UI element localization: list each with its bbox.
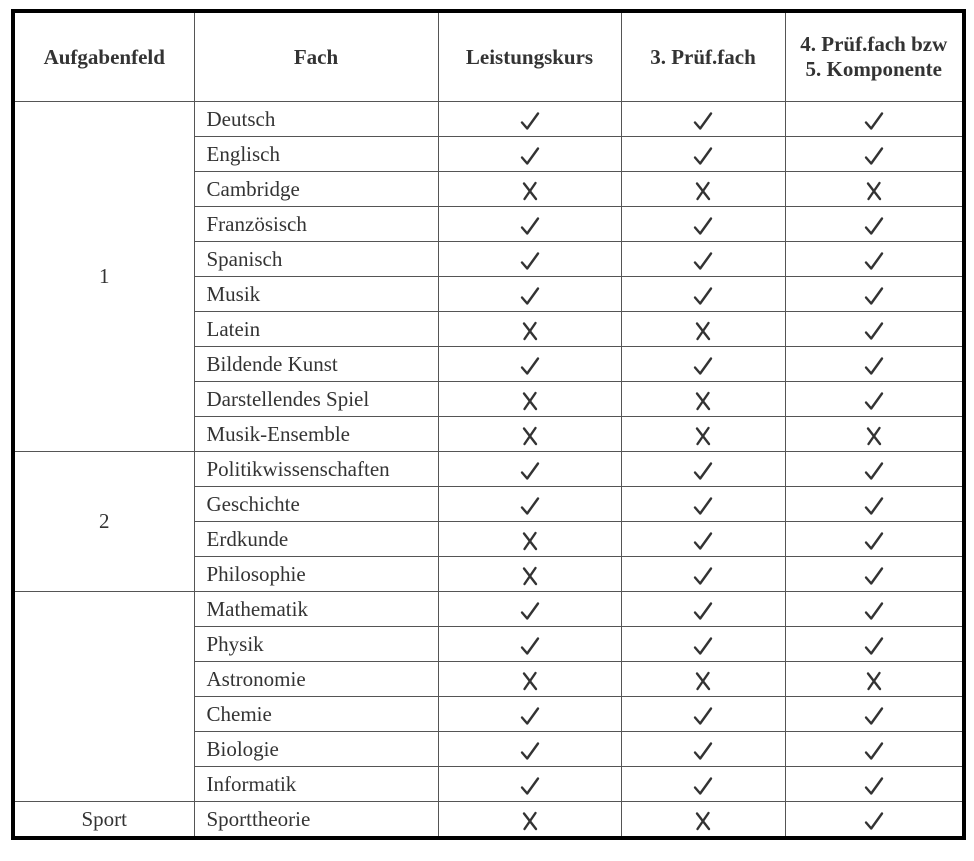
pruef3-cell — [621, 102, 785, 137]
leistungskurs-cell — [438, 312, 621, 347]
header-aufgabenfeld: Aufgabenfeld — [13, 11, 194, 102]
leistungskurs-cell — [438, 487, 621, 522]
fach-cell: Philosophie — [194, 557, 438, 592]
pruef3-cell — [621, 662, 785, 697]
pruef4-cell — [785, 277, 964, 312]
pruef4-cell — [785, 627, 964, 662]
check-icon — [863, 600, 885, 622]
check-icon — [863, 390, 885, 412]
pruef3-cell — [621, 452, 785, 487]
header-pruef3: 3. Prüf.fach — [621, 11, 785, 102]
check-icon — [863, 145, 885, 167]
check-icon — [863, 495, 885, 517]
check-icon — [692, 775, 714, 797]
header-leistungskurs: Leistungskurs — [438, 11, 621, 102]
pruef4-cell — [785, 312, 964, 347]
check-icon — [692, 740, 714, 762]
group-2 — [13, 452, 964, 592]
leistungskurs-cell — [438, 172, 621, 207]
cross-icon — [519, 530, 541, 552]
leistungskurs-cell — [438, 102, 621, 137]
group-1 — [13, 102, 964, 452]
pruef4-cell — [785, 802, 964, 839]
check-icon — [692, 355, 714, 377]
cross-icon — [863, 180, 885, 202]
check-icon — [692, 565, 714, 587]
pruef3-cell — [621, 382, 785, 417]
check-icon — [692, 145, 714, 167]
check-icon — [692, 495, 714, 517]
aufgabenfeld-cell: Sport — [13, 802, 194, 839]
fach-cell: Astronomie — [194, 662, 438, 697]
fach-cell: Musik-Ensemble — [194, 417, 438, 452]
pruef4-cell — [785, 522, 964, 557]
cross-icon — [692, 670, 714, 692]
check-icon — [863, 110, 885, 132]
pruef4-cell — [785, 382, 964, 417]
cross-icon — [519, 670, 541, 692]
check-icon — [692, 460, 714, 482]
check-icon — [863, 635, 885, 657]
cross-icon — [863, 670, 885, 692]
leistungskurs-cell — [438, 242, 621, 277]
check-icon — [692, 285, 714, 307]
cross-icon — [519, 390, 541, 412]
check-icon — [692, 215, 714, 237]
check-icon — [519, 740, 541, 762]
table-row — [13, 592, 964, 627]
check-icon — [519, 215, 541, 237]
pruef4-cell — [785, 137, 964, 172]
group-4 — [13, 802, 964, 839]
pruef4-cell — [785, 242, 964, 277]
cross-icon — [519, 425, 541, 447]
check-icon — [519, 110, 541, 132]
check-icon — [692, 530, 714, 552]
check-icon — [519, 705, 541, 727]
fach-cell: Spanisch — [194, 242, 438, 277]
fach-cell: Mathematik — [194, 592, 438, 627]
check-icon — [519, 775, 541, 797]
check-icon — [692, 110, 714, 132]
check-icon — [519, 495, 541, 517]
check-icon — [863, 215, 885, 237]
header-row — [13, 11, 964, 102]
header-pruef4: 4. Prüf.fach bzw 5. Komponente — [785, 11, 964, 102]
table-row — [13, 802, 964, 839]
cross-icon — [692, 180, 714, 202]
pruef3-cell — [621, 732, 785, 767]
fach-cell: Erdkunde — [194, 522, 438, 557]
fach-cell: Politikwissenschaften — [194, 452, 438, 487]
leistungskurs-cell — [438, 137, 621, 172]
fach-cell: Physik — [194, 627, 438, 662]
check-icon — [863, 250, 885, 272]
check-icon — [863, 355, 885, 377]
check-icon — [863, 285, 885, 307]
leistungskurs-cell — [438, 347, 621, 382]
aufgabenfeld-cell: 2 — [13, 452, 194, 592]
cross-icon — [692, 390, 714, 412]
check-icon — [863, 460, 885, 482]
cross-icon — [519, 565, 541, 587]
fach-cell: Französisch — [194, 207, 438, 242]
aufgabenfeld-cell: 1 — [13, 102, 194, 452]
subject-table — [11, 9, 966, 840]
cross-icon — [519, 320, 541, 342]
table-header — [13, 11, 964, 102]
pruef4-cell — [785, 557, 964, 592]
check-icon — [863, 320, 885, 342]
fach-cell: Englisch — [194, 137, 438, 172]
cross-icon — [692, 425, 714, 447]
pruef3-cell — [621, 557, 785, 592]
check-icon — [863, 775, 885, 797]
check-icon — [692, 600, 714, 622]
pruef4-cell — [785, 767, 964, 802]
check-icon — [519, 250, 541, 272]
aufgabenfeld-cell — [13, 592, 194, 802]
fach-cell: Darstellendes Spiel — [194, 382, 438, 417]
check-icon — [519, 635, 541, 657]
fach-cell: Deutsch — [194, 102, 438, 137]
pruef4-cell — [785, 487, 964, 522]
leistungskurs-cell — [438, 207, 621, 242]
cross-icon — [692, 810, 714, 832]
pruef3-cell — [621, 522, 785, 557]
fach-cell: Sporttheorie — [194, 802, 438, 839]
fach-cell: Informatik — [194, 767, 438, 802]
check-icon — [519, 355, 541, 377]
fach-cell: Latein — [194, 312, 438, 347]
fach-cell: Bildende Kunst — [194, 347, 438, 382]
leistungskurs-cell — [438, 522, 621, 557]
leistungskurs-cell — [438, 277, 621, 312]
cross-icon — [863, 425, 885, 447]
check-icon — [692, 250, 714, 272]
header-fach: Fach — [194, 11, 438, 102]
pruef4-cell — [785, 662, 964, 697]
pruef3-cell — [621, 137, 785, 172]
cross-icon — [692, 320, 714, 342]
pruef3-cell — [621, 627, 785, 662]
pruef3-cell — [621, 277, 785, 312]
check-icon — [863, 530, 885, 552]
check-icon — [863, 740, 885, 762]
check-icon — [692, 635, 714, 657]
check-icon — [519, 145, 541, 167]
pruef3-cell — [621, 242, 785, 277]
leistungskurs-cell — [438, 802, 621, 839]
pruef4-cell — [785, 697, 964, 732]
pruef3-cell — [621, 347, 785, 382]
fach-cell: Biologie — [194, 732, 438, 767]
pruef4-cell — [785, 347, 964, 382]
leistungskurs-cell — [438, 732, 621, 767]
check-icon — [519, 600, 541, 622]
leistungskurs-cell — [438, 662, 621, 697]
table-row — [13, 452, 964, 487]
leistungskurs-cell — [438, 557, 621, 592]
pruef3-cell — [621, 417, 785, 452]
check-icon — [863, 705, 885, 727]
fach-cell: Musik — [194, 277, 438, 312]
check-icon — [519, 285, 541, 307]
pruef3-cell — [621, 487, 785, 522]
fach-cell: Chemie — [194, 697, 438, 732]
fach-cell: Geschichte — [194, 487, 438, 522]
cross-icon — [519, 180, 541, 202]
fach-cell: Cambridge — [194, 172, 438, 207]
pruef4-cell — [785, 732, 964, 767]
pruef3-cell — [621, 767, 785, 802]
pruef3-cell — [621, 802, 785, 839]
pruef3-cell — [621, 697, 785, 732]
pruef4-cell — [785, 102, 964, 137]
check-icon — [519, 460, 541, 482]
table-row — [13, 102, 964, 137]
pruef3-cell — [621, 172, 785, 207]
pruef4-cell — [785, 172, 964, 207]
leistungskurs-cell — [438, 417, 621, 452]
pruef3-cell — [621, 312, 785, 347]
cross-icon — [519, 810, 541, 832]
pruef4-cell — [785, 417, 964, 452]
check-icon — [863, 565, 885, 587]
leistungskurs-cell — [438, 452, 621, 487]
pruef4-cell — [785, 452, 964, 487]
check-icon — [863, 810, 885, 832]
pruef4-cell — [785, 207, 964, 242]
leistungskurs-cell — [438, 767, 621, 802]
leistungskurs-cell — [438, 382, 621, 417]
pruef4-cell — [785, 592, 964, 627]
leistungskurs-cell — [438, 592, 621, 627]
leistungskurs-cell — [438, 627, 621, 662]
group-3 — [13, 592, 964, 802]
leistungskurs-cell — [438, 697, 621, 732]
pruef3-cell — [621, 592, 785, 627]
pruef3-cell — [621, 207, 785, 242]
check-icon — [692, 705, 714, 727]
